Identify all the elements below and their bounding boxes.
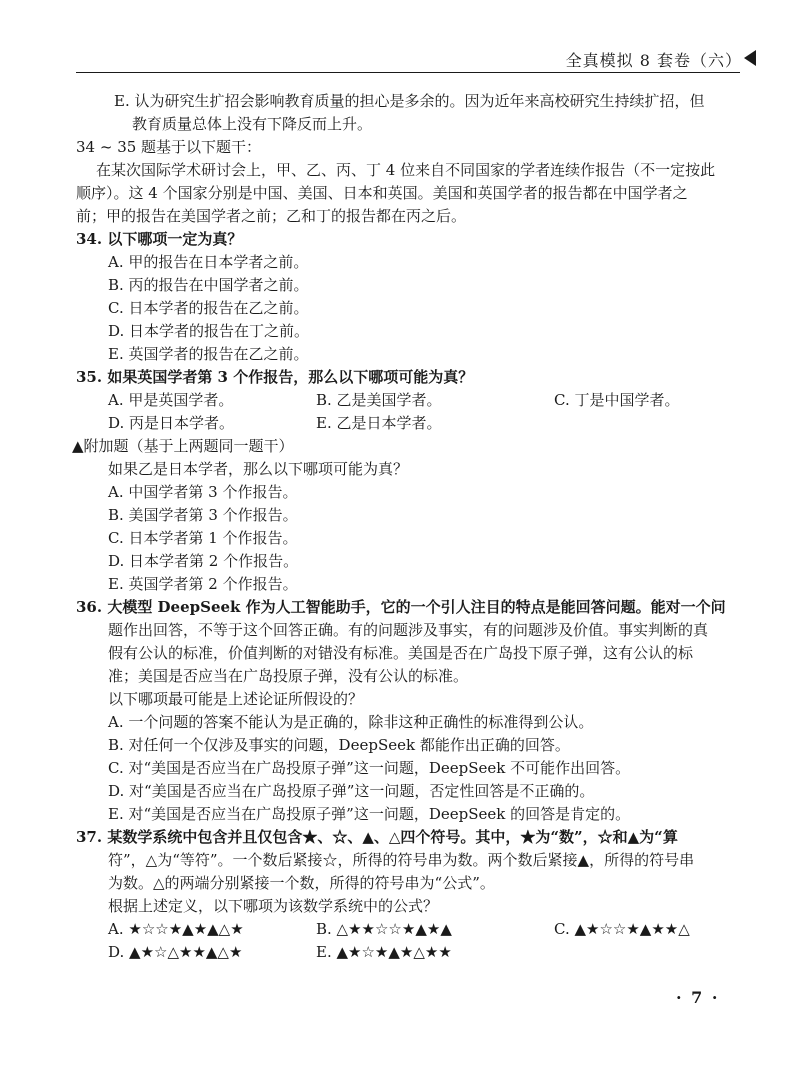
q34-question: 34. 以下哪项一定为真？ bbox=[76, 230, 243, 248]
q37-option-e: E. ▲★☆★▲★△★★ bbox=[316, 943, 452, 961]
q36-stem-line: 36. 大模型 DeepSeek 作为人工智能助手，它的一个引人注目的特点是能回答问题。能对一个问 bbox=[76, 598, 726, 616]
q34-option-b: B. 丙的报告在中国学者之前。 bbox=[108, 276, 309, 294]
q36-question: 以下哪项最可能是上述论证所假设的？ bbox=[108, 690, 364, 708]
group-stem-line: 在某次国际学术研讨会上，甲、乙、丙、丁 4 位来自不同国家的学者连续作报告（不一定按此 bbox=[96, 161, 716, 179]
q33-option-e-cont: 教育质量总体上没有下降反而上升。 bbox=[132, 115, 373, 133]
bonus-option-d: D. 日本学者第 2 个作报告。 bbox=[108, 552, 299, 570]
q36-stem-line: 准；美国是否应当在广岛投原子弹，没有公认的标准。 bbox=[108, 667, 469, 685]
page-content bbox=[72, 90, 726, 964]
header-divider bbox=[76, 72, 740, 73]
q36-stem-line: 假有公认的标准，价值判断的对错没有标准。美国是否在广岛投下原子弹，这有公认的标 bbox=[108, 644, 694, 662]
q37-stem-line: 为数。△的两端分别紧接一个数，所得的符号串为“公式”。 bbox=[108, 874, 495, 892]
q36-option-a: A. 一个问题的答案不能认为是正确的，除非这种正确性的标准得到公认。 bbox=[108, 713, 594, 731]
q37-option-d: D. ▲★☆△★★▲△★ bbox=[108, 943, 243, 961]
q37-options-row-1 bbox=[76, 918, 726, 941]
q37-option-b: B. △★★☆☆★▲★▲ bbox=[316, 920, 452, 938]
header-triangle-icon bbox=[744, 50, 756, 66]
bonus-question: 如果乙是日本学者，那么以下哪项可能为真？ bbox=[108, 460, 409, 478]
bonus-option-b: B. 美国学者第 3 个作报告。 bbox=[108, 506, 298, 524]
q34-option-c: C. 日本学者的报告在乙之前。 bbox=[108, 299, 309, 317]
q35-option-e: E. 乙是日本学者。 bbox=[316, 414, 442, 432]
q37-stem-line: 符”，△为“等符”。一个数后紧接☆，所得的符号串为数。两个数后紧接▲，所得的符号串 bbox=[108, 851, 695, 869]
q37-question: 根据上述定义，以下哪项为该数学系统中的公式？ bbox=[108, 897, 439, 915]
group-stem-line: 前；甲的报告在美国学者之前；乙和丁的报告都在丙之后。 bbox=[76, 207, 467, 225]
q36-option-c: C. 对“美国是否应当在广岛投原子弹”这一问题，DeepSeek 不可能作出回答。 bbox=[108, 759, 631, 777]
q37-option-a: A. ★☆☆★▲★▲△★ bbox=[108, 920, 244, 938]
q34-option-e: E. 英国学者的报告在乙之前。 bbox=[108, 345, 309, 363]
header-title: 全真模拟 8 套卷（六） bbox=[565, 51, 742, 70]
q36-option-b: B. 对任何一个仅涉及事实的问题，DeepSeek 都能作出正确的回答。 bbox=[108, 736, 570, 754]
q37-stem-line: 37. 某数学系统中包含并且仅包含★、☆、▲、△四个符号。其中，★为“数”，☆和▲为“算 bbox=[76, 828, 678, 846]
q35-option-d: D. 丙是日本学者。 bbox=[108, 414, 235, 432]
page-number: · 7 · bbox=[676, 988, 720, 1007]
q37-option-c: C. ▲★☆☆★▲★★△ bbox=[554, 920, 690, 938]
q35-option-b: B. 乙是美国学者。 bbox=[316, 391, 442, 409]
q36-option-e: E. 对“美国是否应当在广岛投原子弹”这一问题，DeepSeek 的回答是肯定的。 bbox=[108, 805, 631, 823]
q34-option-d: D. 日本学者的报告在丁之前。 bbox=[108, 322, 310, 340]
q35-options-row-2 bbox=[76, 412, 726, 435]
q33-option-e: E. 认为研究生扩招会影响教育质量的担心是多余的。因为近年来高校研究生持续扩招，但 bbox=[114, 92, 705, 110]
bonus-heading: ▲附加题（基于上两题同一题干） bbox=[72, 437, 294, 455]
group-stem-line: 顺序）。这 4 个国家分别是中国、美国、日本和英国。美国和英国学者的报告都在中国学者之 bbox=[76, 184, 688, 202]
bonus-option-c: C. 日本学者第 1 个作报告。 bbox=[108, 529, 298, 547]
q35-question: 35. 如果英国学者第 3 个作报告，那么以下哪项可能为真？ bbox=[76, 368, 474, 386]
q35-option-c: C. 丁是中国学者。 bbox=[554, 391, 680, 409]
q36-option-d: D. 对“美国是否应当在广岛投原子弹”这一问题，否定性回答是不正确的。 bbox=[108, 782, 595, 800]
q35-option-a: A. 甲是英国学者。 bbox=[108, 391, 234, 409]
q35-options-row-1 bbox=[76, 389, 726, 412]
q36-stem-line: 题作出回答，不等于这个回答正确。有的问题涉及事实，有的问题涉及价值。事实判断的真 bbox=[108, 621, 709, 639]
q37-options-row-2 bbox=[76, 941, 726, 964]
bonus-option-e: E. 英国学者第 2 个作报告。 bbox=[108, 575, 298, 593]
group-heading: 34 ~ 35 题基于以下题干： bbox=[76, 138, 262, 156]
q34-option-a: A. 甲的报告在日本学者之前。 bbox=[108, 253, 309, 271]
bonus-option-a: A. 中国学者第 3 个作报告。 bbox=[108, 483, 298, 501]
